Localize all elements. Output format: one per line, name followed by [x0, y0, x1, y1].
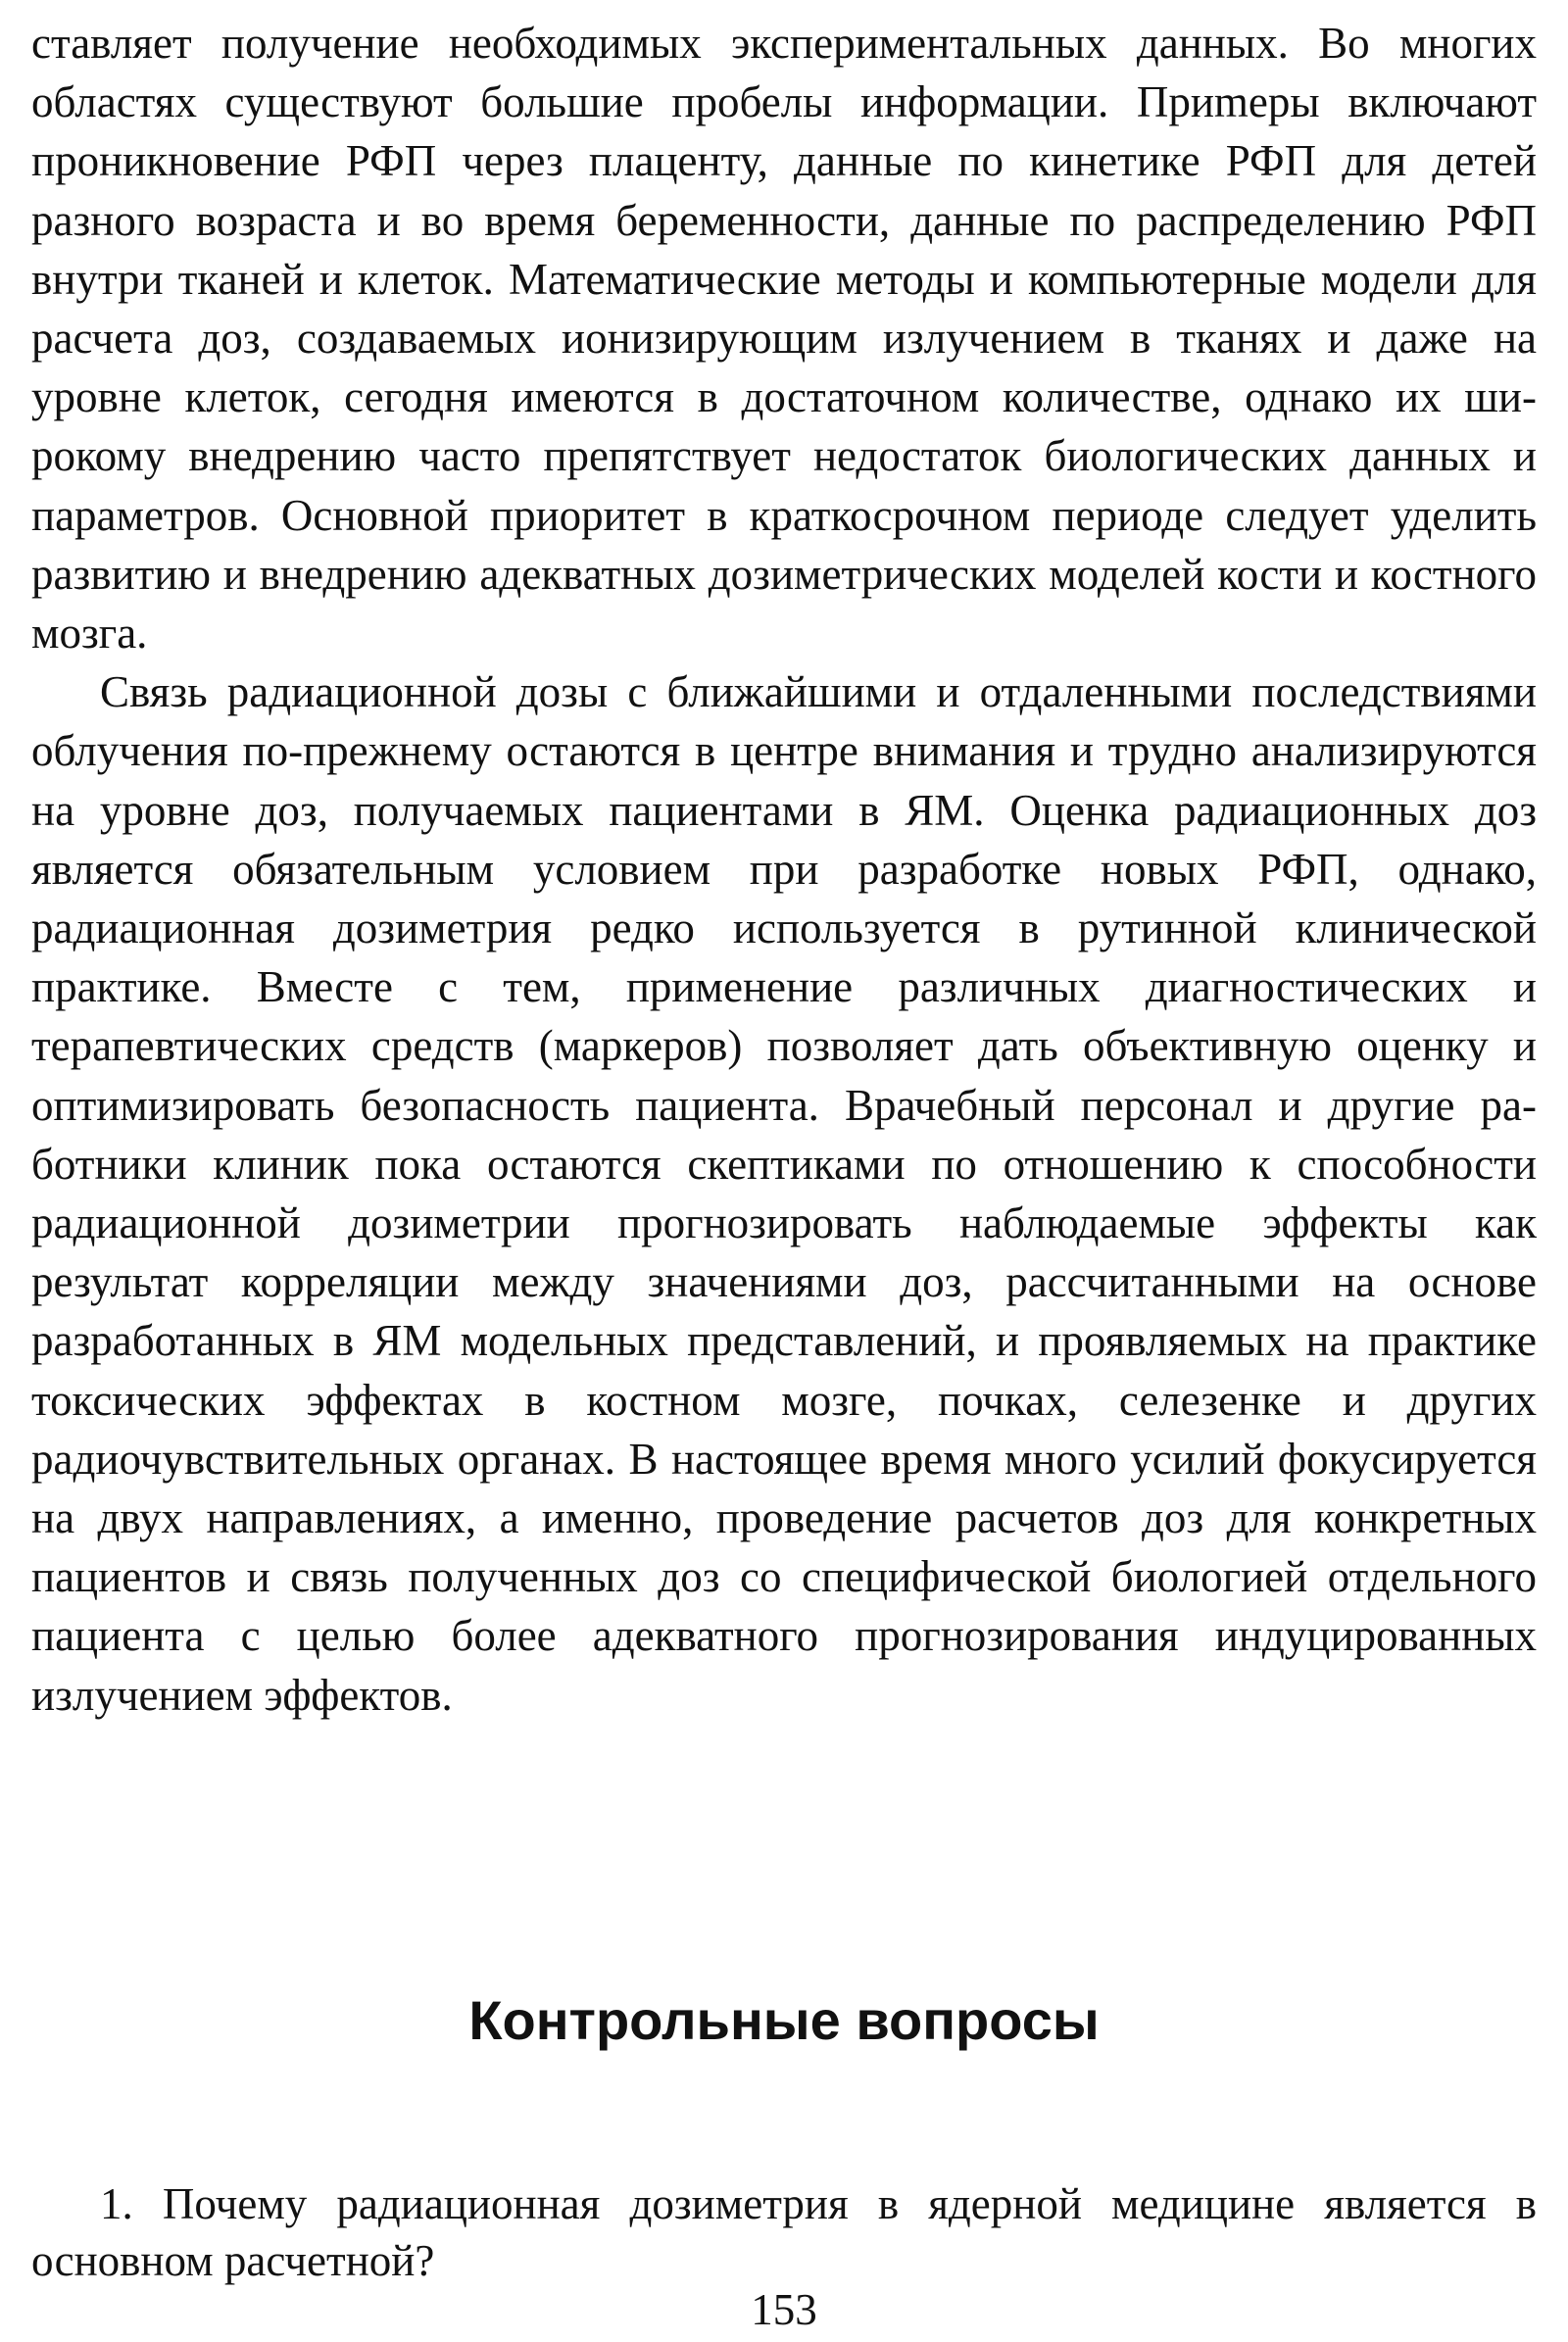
document-page	[31, 14, 1537, 2334]
paragraph-continued: ставляет получение необходимых экспериментальных данных. Во многих областях существуют большие пробелы информации. Приmеры включают проникновение РФП через плаценту, данные по кинетике РФП для детей разного возраста и во время беременности, данные по распределению РФП внутри тканей и клеток. Математические методы и компьютерные модели для расчета доз, создаваемых ионизирующим излучением в тканях и даже на уровне клеток, сегодня имеются в достаточном количестве, однако их широкому внедрению часто препятствует недостаток биологических данных и параметров. Основной приоритет в краткосрочном периоде следует уделить развитию и внедрению адекватных дозиметрических моделей кости и костного мозга.	[31, 19, 1537, 659]
page-number: 153	[751, 2285, 817, 2334]
paragraph: Связь радиационной дозы с ближайшими и отдаленными последствиями облучения по-прежнему остаются в центре внимания и трудно анализируются на уровне доз, получаемых пациентами в ЯМ. Оценка радиационных доз является обязательным условием при разработке новых РФП, однако, радиационная дозиметрия редко используется в рутинной клинической практике. Вместе с тем, применение различных диагностических и терапевтических средств (маркеров) позволяет дать объективную оценку и оптимизировать безопасность пациента. Врачебный персонал и другие работники клиник пока остаются скептиками по отношению к способности радиационной дозиметрии прогнозировать наблюдаемые эффекты как результат корреляции между значениями доз, рассчитанными на основе разработанных в ЯМ модельных представлений, и проявляемых на практике токсических эффектах в костном мозге, почках, селезенке и других радиочувствительных органах. В настоящее время много усилий фокусируется на двух направлениях, а именно, проведение расчетов доз для конкретных пациентов и связь полученных доз со специфической биологией отдельного пациента с целью более адекватного прогнозирования индуцированных излучением эффектов.	[31, 667, 1537, 1720]
question-item: 1. Почему радиационная дозиметрия в ядерной медицине является в основном расчетной?	[31, 2179, 1537, 2285]
section-title: Контрольные вопросы	[468, 1989, 1100, 2051]
question-list	[31, 2175, 1537, 2289]
